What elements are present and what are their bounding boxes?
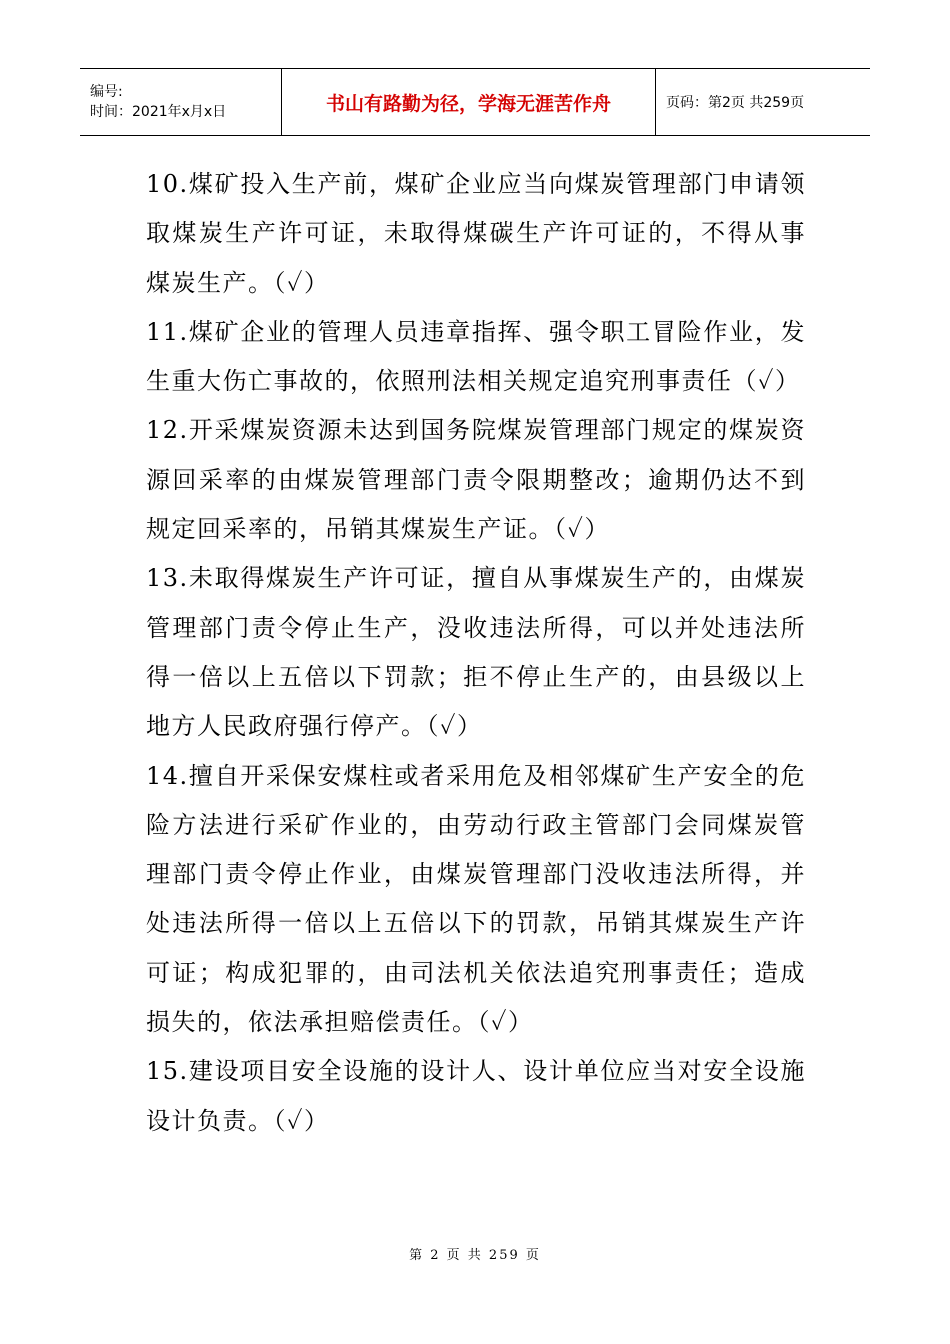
question-item-10: 10.煤矿投入生产前，煤矿企业应当向煤炭管理部门申请领取煤炭生产许可证，未取得煤碳生产许可证的，不得从事煤炭生产。（✓） [146, 170, 806, 297]
header-motto [282, 69, 656, 135]
page-footer: 第 2 页 共 259 页 [409, 1248, 541, 1263]
motto-text: 书山有路勤为径，学海无涯苦作舟 [325, 92, 611, 115]
date-label: 时间：2021年x月x日 [90, 104, 227, 120]
question-item-12: 12.开采煤炭资源未达到国务院煤炭管理部门规定的煤炭资源回采率的由煤炭管理部门责令限期整改；逾期仍达不到规定回采率的，吊销其煤炭生产证。（✓） [146, 416, 806, 544]
page-header [80, 68, 870, 136]
header-page-info [656, 69, 870, 135]
code-label: 编号: [90, 84, 123, 100]
question-item-11: 11.煤矿企业的管理人员违章指挥、强令职工冒险作业，发生重大伤亡事故的，依照刑法相关规定追究刑事责任（✓） [146, 317, 806, 396]
question-item-13: 13.未取得煤炭生产许可证，擅自从事煤炭生产的，由煤炭管理部门责令停止生产，没收违法所得，可以并处违法所得一倍以上五倍以下罚款；拒不停止生产的，由县级以上地方人民政府强行停产。（✓） [146, 564, 806, 741]
document-body [146, 160, 806, 1146]
question-item-14: 14.擅自开采保安煤柱或者采用危及相邻煤矿生产安全的危险方法进行采矿作业的，由劳动行政主管部门会同煤炭管理部门责令停止作业，由煤炭管理部门没收违法所得，并处违法所得一倍以上五倍以下的罚款，吊销其煤炭生产许可证；构成犯罪的，由司法机关依法追究刑事责任；造成损失的，依法承担赔偿责任。（✓） [146, 761, 806, 1037]
header-meta [80, 69, 282, 135]
question-item-15: 15.建设项目安全设施的设计人、设计单位应当对安全设施设计负责。（✓） [146, 1057, 806, 1135]
page-info-text: 页码：第2页 共259页 [666, 95, 805, 111]
